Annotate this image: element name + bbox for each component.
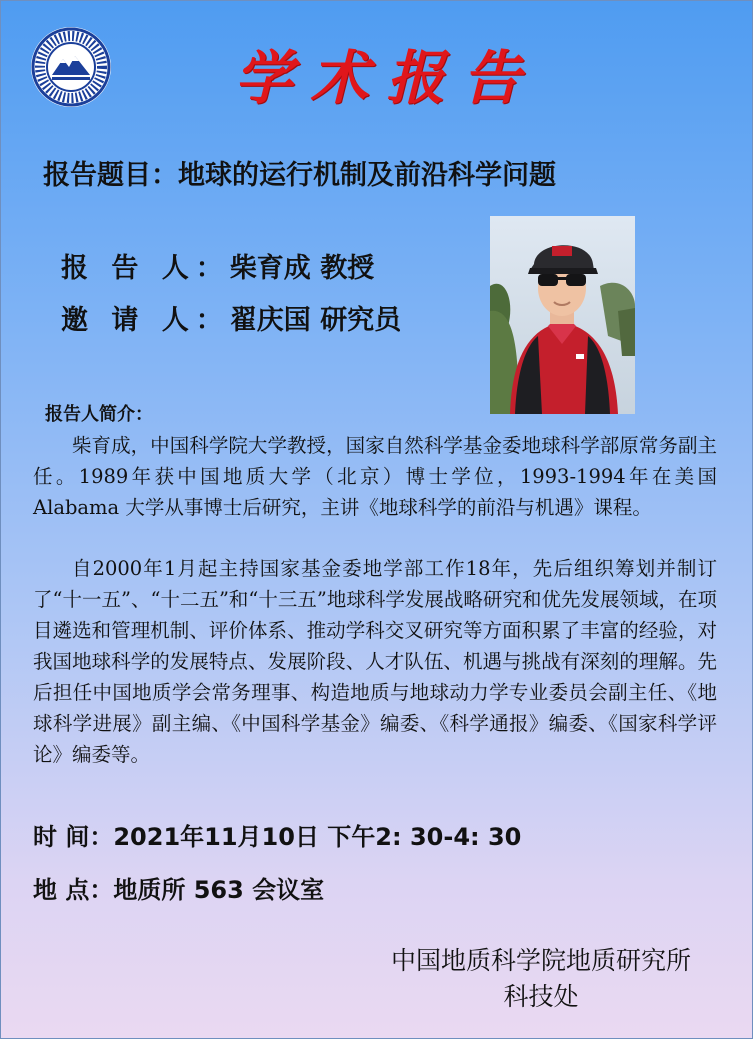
speaker-portrait-photo: [490, 216, 635, 414]
topic-value: 地球的运行机制及前沿科学问题: [178, 160, 556, 191]
inviter-name: 翟庆国 研究员: [229, 305, 402, 336]
report-topic: [43, 153, 556, 192]
speaker-name: 柴育成 教授: [229, 253, 375, 284]
topic-label: 报告题目：: [43, 160, 178, 191]
intro-heading: 报告人简介：: [45, 404, 153, 425]
organizer-office: 科技处: [503, 982, 579, 1011]
organizer-institute: 中国地质科学院地质研究所: [390, 946, 691, 975]
time-label: 时 间：: [33, 823, 114, 851]
intro-paragraph-2: 自2000年1月起主持国家基金委地学部工作18年，先后组织筹划并制订了“十一五”、“十二五”和“十三五”地球科学发展战略研究和优先发展领域，在项目遴选和管理机制、评价体系、推动学科交叉研究等方面积累了丰富的经验，对我国地球科学的发展特点、发展阶段、人才队伍、机遇与挑战有深刻的理解。先后担任中国地质学会常务理事、构造地质与地球动力学专业委员会副主任、《地球科学进展》副主编、《中国科学基金》编委、《科学通报》编委、《国家科学评论》编委等。: [33, 557, 717, 766]
poster-title: 学术报告: [234, 44, 539, 112]
speaker-row: [61, 246, 374, 285]
inviter-row: [61, 298, 401, 337]
time-row: [33, 817, 521, 852]
time-value: 2021年11月10日 下午2: 30-4: 30: [113, 823, 522, 851]
place-value: 地质所 563 会议室: [113, 876, 325, 904]
place-label: 地 点：: [33, 876, 114, 904]
speaker-label: 报 告 人：: [61, 253, 230, 284]
place-row: [33, 870, 324, 905]
inviter-label: 邀 请 人：: [61, 305, 230, 336]
intro-paragraph-1: 柴育成，中国科学院大学教授，国家自然科学基金委地球科学部原常务副主任。1989年获中国地质大学（北京）博士学位，1993-1994年在美国Alabama 大学从事博士后研究，主讲《地球科学的前沿与机遇》课程。: [33, 434, 717, 519]
